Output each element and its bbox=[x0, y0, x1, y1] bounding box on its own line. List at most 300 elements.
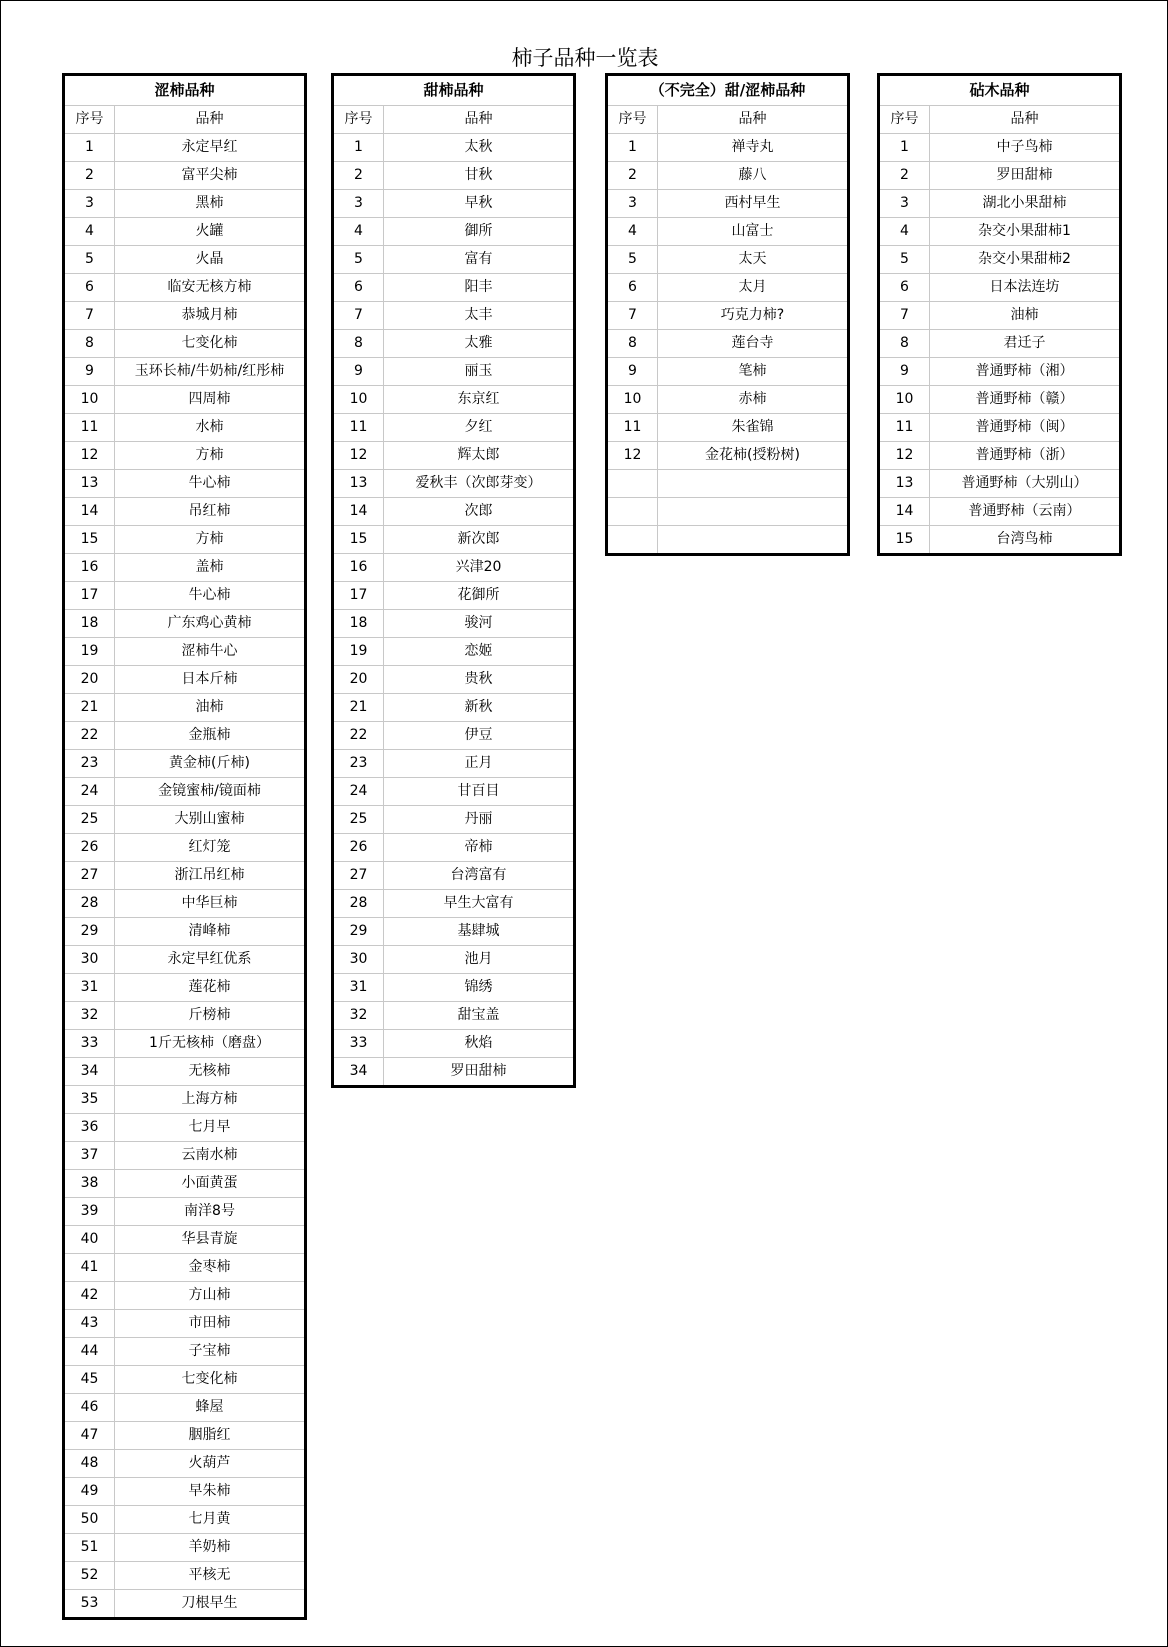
row-number: 6 bbox=[64, 274, 115, 302]
table-row bbox=[64, 1170, 306, 1198]
variety-name: 恋姬 bbox=[384, 638, 575, 666]
table-row bbox=[64, 218, 306, 246]
col-header-number: 序号 bbox=[64, 106, 115, 134]
row-number: 7 bbox=[64, 302, 115, 330]
table-row bbox=[64, 1394, 306, 1422]
row-number: 12 bbox=[607, 442, 658, 470]
variety-name: 阳丰 bbox=[384, 274, 575, 302]
table-row bbox=[64, 862, 306, 890]
variety-name: 油柿 bbox=[115, 694, 306, 722]
row-number: 11 bbox=[879, 414, 930, 442]
variety-name: 莲花柿 bbox=[115, 974, 306, 1002]
row-number: 32 bbox=[333, 1002, 384, 1030]
variety-name: 山富士 bbox=[658, 218, 849, 246]
variety-name: 东京红 bbox=[384, 386, 575, 414]
table-row bbox=[607, 358, 849, 386]
row-number: 8 bbox=[64, 330, 115, 358]
table-row bbox=[607, 190, 849, 218]
variety-name: 方柿 bbox=[115, 526, 306, 554]
table-row bbox=[333, 526, 575, 554]
variety-name: 富平尖柿 bbox=[115, 162, 306, 190]
table-row bbox=[64, 1478, 306, 1506]
row-number: 15 bbox=[879, 526, 930, 555]
row-number: 33 bbox=[333, 1030, 384, 1058]
table-row bbox=[333, 778, 575, 806]
table-row bbox=[333, 582, 575, 610]
row-number: 21 bbox=[333, 694, 384, 722]
variety-name: 莲台寺 bbox=[658, 330, 849, 358]
table-row bbox=[333, 274, 575, 302]
table-row bbox=[64, 274, 306, 302]
row-number: 8 bbox=[607, 330, 658, 358]
variety-name: 上海方柿 bbox=[115, 1086, 306, 1114]
table-row bbox=[64, 190, 306, 218]
row-number: 13 bbox=[879, 470, 930, 498]
row-number: 25 bbox=[333, 806, 384, 834]
table-row bbox=[64, 1310, 306, 1338]
row-number: 7 bbox=[333, 302, 384, 330]
table-row bbox=[64, 1254, 306, 1282]
variety-name: 台湾富有 bbox=[384, 862, 575, 890]
table-row bbox=[879, 498, 1121, 526]
table-row bbox=[607, 134, 849, 162]
row-number: 28 bbox=[64, 890, 115, 918]
row-number: 11 bbox=[64, 414, 115, 442]
table-row bbox=[879, 134, 1121, 162]
variety-name: 吊红柿 bbox=[115, 498, 306, 526]
row-number: 5 bbox=[879, 246, 930, 274]
variety-name: 基肆城 bbox=[384, 918, 575, 946]
variety-name: 小面黄蛋 bbox=[115, 1170, 306, 1198]
row-number: 9 bbox=[64, 358, 115, 386]
row-number: 23 bbox=[333, 750, 384, 778]
row-number: 12 bbox=[333, 442, 384, 470]
row-number: 4 bbox=[64, 218, 115, 246]
row-number: 4 bbox=[333, 218, 384, 246]
table-row bbox=[607, 246, 849, 274]
table-row bbox=[64, 1058, 306, 1086]
table-row bbox=[64, 890, 306, 918]
row-number: 3 bbox=[64, 190, 115, 218]
table-row bbox=[64, 1086, 306, 1114]
table-row bbox=[64, 1562, 306, 1590]
variety-name: 七变化柿 bbox=[115, 1366, 306, 1394]
variety-name: 南洋8号 bbox=[115, 1198, 306, 1226]
variety-name: 临安无核方柿 bbox=[115, 274, 306, 302]
table-row bbox=[64, 1030, 306, 1058]
table-row bbox=[879, 470, 1121, 498]
table-row bbox=[64, 246, 306, 274]
variety-name: 笔柿 bbox=[658, 358, 849, 386]
row-number: 31 bbox=[64, 974, 115, 1002]
table-row bbox=[64, 302, 306, 330]
sweet-varieties-table bbox=[331, 73, 576, 1088]
row-number: 6 bbox=[607, 274, 658, 302]
variety-name: 太雅 bbox=[384, 330, 575, 358]
row-number: 51 bbox=[64, 1534, 115, 1562]
row-number: 9 bbox=[607, 358, 658, 386]
table-row bbox=[333, 190, 575, 218]
table-row bbox=[879, 302, 1121, 330]
variety-name: 大别山蜜柿 bbox=[115, 806, 306, 834]
variety-name: 甘秋 bbox=[384, 162, 575, 190]
row-number: 11 bbox=[607, 414, 658, 442]
variety-name: 辉太郎 bbox=[384, 442, 575, 470]
table-row bbox=[333, 834, 575, 862]
row-number: 50 bbox=[64, 1506, 115, 1534]
row-number: 2 bbox=[879, 162, 930, 190]
table-title: （不完全）甜/涩柿品种 bbox=[607, 75, 849, 106]
variety-name: 羊奶柿 bbox=[115, 1534, 306, 1562]
table-row bbox=[64, 1198, 306, 1226]
variety-name: 秋焰 bbox=[384, 1030, 575, 1058]
variety-name: 盖柿 bbox=[115, 554, 306, 582]
variety-name: 火罐 bbox=[115, 218, 306, 246]
row-number: 9 bbox=[333, 358, 384, 386]
variety-name: 中子鸟柿 bbox=[930, 134, 1121, 162]
variety-name: 夕红 bbox=[384, 414, 575, 442]
variety-name: 胭脂红 bbox=[115, 1422, 306, 1450]
row-number: 53 bbox=[64, 1590, 115, 1619]
row-number: 30 bbox=[64, 946, 115, 974]
variety-name bbox=[658, 498, 849, 526]
table-row bbox=[333, 498, 575, 526]
variety-name: 罗田甜柿 bbox=[384, 1058, 575, 1087]
row-number: 5 bbox=[64, 246, 115, 274]
table-row bbox=[333, 806, 575, 834]
variety-name: 锦绣 bbox=[384, 974, 575, 1002]
table-row bbox=[64, 442, 306, 470]
variety-name: 花御所 bbox=[384, 582, 575, 610]
row-number: 3 bbox=[607, 190, 658, 218]
table-row bbox=[64, 778, 306, 806]
table-row bbox=[64, 722, 306, 750]
variety-name: 帝柿 bbox=[384, 834, 575, 862]
variety-name: 火晶 bbox=[115, 246, 306, 274]
variety-name: 普通野柿（大别山） bbox=[930, 470, 1121, 498]
row-number: 34 bbox=[64, 1058, 115, 1086]
row-number: 1 bbox=[879, 134, 930, 162]
table-row bbox=[333, 330, 575, 358]
table-row bbox=[333, 246, 575, 274]
variety-name: 七月黄 bbox=[115, 1506, 306, 1534]
table-row bbox=[333, 386, 575, 414]
table-row bbox=[64, 1422, 306, 1450]
table-row bbox=[64, 806, 306, 834]
row-number: 40 bbox=[64, 1226, 115, 1254]
table-row bbox=[64, 1002, 306, 1030]
variety-name: 黑柿 bbox=[115, 190, 306, 218]
variety-name: 平核无 bbox=[115, 1562, 306, 1590]
variety-name: 新次郎 bbox=[384, 526, 575, 554]
table-row bbox=[333, 666, 575, 694]
row-number: 15 bbox=[333, 526, 384, 554]
variety-name: 日本法连坊 bbox=[930, 274, 1121, 302]
table-row bbox=[879, 358, 1121, 386]
variety-name: 新秋 bbox=[384, 694, 575, 722]
variety-name: 火葫芦 bbox=[115, 1450, 306, 1478]
variety-name: 牛心柿 bbox=[115, 582, 306, 610]
variety-name: 甘百目 bbox=[384, 778, 575, 806]
variety-name: 刀根早生 bbox=[115, 1590, 306, 1619]
table-row bbox=[333, 750, 575, 778]
variety-name bbox=[658, 526, 849, 555]
table-row bbox=[879, 414, 1121, 442]
table-row bbox=[879, 274, 1121, 302]
variety-name: 蜂屋 bbox=[115, 1394, 306, 1422]
table-row bbox=[333, 862, 575, 890]
variety-name: 市田柿 bbox=[115, 1310, 306, 1338]
table-row bbox=[64, 1114, 306, 1142]
variety-name: 黄金柿(斤柿) bbox=[115, 750, 306, 778]
table-row bbox=[607, 274, 849, 302]
row-number: 8 bbox=[879, 330, 930, 358]
row-number: 5 bbox=[333, 246, 384, 274]
variety-name: 清峰柿 bbox=[115, 918, 306, 946]
variety-name: 华县青旋 bbox=[115, 1226, 306, 1254]
row-number: 39 bbox=[64, 1198, 115, 1226]
variety-name: 君迁子 bbox=[930, 330, 1121, 358]
table-row bbox=[64, 1142, 306, 1170]
row-number: 2 bbox=[333, 162, 384, 190]
variety-name: 太月 bbox=[658, 274, 849, 302]
row-number: 23 bbox=[64, 750, 115, 778]
page-title: 柿子品种一览表 bbox=[511, 46, 659, 70]
row-number: 27 bbox=[64, 862, 115, 890]
row-number: 17 bbox=[333, 582, 384, 610]
row-number: 2 bbox=[64, 162, 115, 190]
row-number: 28 bbox=[333, 890, 384, 918]
table-row bbox=[64, 554, 306, 582]
table-row bbox=[64, 750, 306, 778]
row-number: 22 bbox=[64, 722, 115, 750]
variety-name: 中华巨柿 bbox=[115, 890, 306, 918]
row-number: 30 bbox=[333, 946, 384, 974]
table-row bbox=[64, 1590, 306, 1619]
row-number: 10 bbox=[879, 386, 930, 414]
table-row bbox=[879, 442, 1121, 470]
table-row bbox=[607, 414, 849, 442]
col-header-number: 序号 bbox=[879, 106, 930, 134]
row-number: 33 bbox=[64, 1030, 115, 1058]
row-number: 41 bbox=[64, 1254, 115, 1282]
table-row bbox=[333, 302, 575, 330]
table-row bbox=[64, 414, 306, 442]
table-row bbox=[333, 638, 575, 666]
table-row bbox=[333, 554, 575, 582]
table-row bbox=[607, 470, 849, 498]
table-row bbox=[607, 302, 849, 330]
table-title: 甜柿品种 bbox=[333, 75, 575, 106]
variety-name: 正月 bbox=[384, 750, 575, 778]
variety-name: 丹丽 bbox=[384, 806, 575, 834]
col-header-variety: 品种 bbox=[384, 106, 575, 134]
variety-name: 早朱柿 bbox=[115, 1478, 306, 1506]
row-number: 52 bbox=[64, 1562, 115, 1590]
row-number bbox=[607, 526, 658, 555]
row-number: 35 bbox=[64, 1086, 115, 1114]
table-row bbox=[879, 218, 1121, 246]
row-number: 24 bbox=[333, 778, 384, 806]
table-row bbox=[333, 890, 575, 918]
table-row bbox=[607, 330, 849, 358]
table-row bbox=[64, 1534, 306, 1562]
table-row bbox=[64, 834, 306, 862]
variety-name: 普通野柿（云南） bbox=[930, 498, 1121, 526]
variety-name: 金瓶柿 bbox=[115, 722, 306, 750]
table-body bbox=[879, 134, 1121, 555]
table-row bbox=[333, 946, 575, 974]
variety-name: 贵秋 bbox=[384, 666, 575, 694]
table-row bbox=[64, 358, 306, 386]
row-number: 19 bbox=[333, 638, 384, 666]
table-row bbox=[64, 498, 306, 526]
row-number: 38 bbox=[64, 1170, 115, 1198]
row-number: 6 bbox=[879, 274, 930, 302]
table-body bbox=[607, 134, 849, 555]
table-row bbox=[64, 470, 306, 498]
row-number: 9 bbox=[879, 358, 930, 386]
table-row bbox=[64, 1450, 306, 1478]
table-row bbox=[879, 246, 1121, 274]
variety-name: 涩柿牛心 bbox=[115, 638, 306, 666]
table-row bbox=[64, 582, 306, 610]
table-row bbox=[607, 162, 849, 190]
row-number: 46 bbox=[64, 1394, 115, 1422]
variety-name: 水柿 bbox=[115, 414, 306, 442]
variety-name: 牛心柿 bbox=[115, 470, 306, 498]
row-number: 32 bbox=[64, 1002, 115, 1030]
row-number bbox=[607, 470, 658, 498]
row-number: 47 bbox=[64, 1422, 115, 1450]
variety-name: 西村早生 bbox=[658, 190, 849, 218]
variety-name: 赤柿 bbox=[658, 386, 849, 414]
partial-sweet-astringent-table bbox=[605, 73, 850, 556]
row-number: 20 bbox=[333, 666, 384, 694]
variety-name: 金枣柿 bbox=[115, 1254, 306, 1282]
row-number: 49 bbox=[64, 1478, 115, 1506]
variety-name: 太丰 bbox=[384, 302, 575, 330]
row-number: 26 bbox=[333, 834, 384, 862]
variety-name: 普通野柿（浙） bbox=[930, 442, 1121, 470]
table-row bbox=[879, 162, 1121, 190]
variety-name: 方柿 bbox=[115, 442, 306, 470]
variety-name: 永定早红 bbox=[115, 134, 306, 162]
row-number: 31 bbox=[333, 974, 384, 1002]
col-header-number: 序号 bbox=[333, 106, 384, 134]
variety-name: 太秋 bbox=[384, 134, 575, 162]
row-number: 7 bbox=[879, 302, 930, 330]
table-row bbox=[333, 1058, 575, 1087]
variety-name: 广东鸡心黄柿 bbox=[115, 610, 306, 638]
variety-name: 云南水柿 bbox=[115, 1142, 306, 1170]
variety-name: 红灯笼 bbox=[115, 834, 306, 862]
variety-name: 杂交小果甜柿1 bbox=[930, 218, 1121, 246]
table-row bbox=[333, 442, 575, 470]
variety-name: 甜宝盖 bbox=[384, 1002, 575, 1030]
row-number: 34 bbox=[333, 1058, 384, 1087]
variety-name: 七月早 bbox=[115, 1114, 306, 1142]
variety-name: 斤榜柿 bbox=[115, 1002, 306, 1030]
row-number: 15 bbox=[64, 526, 115, 554]
variety-name: 浙江吊红柿 bbox=[115, 862, 306, 890]
row-number: 20 bbox=[64, 666, 115, 694]
row-number bbox=[607, 498, 658, 526]
variety-name: 方山柿 bbox=[115, 1282, 306, 1310]
table-row bbox=[64, 1366, 306, 1394]
table-row bbox=[64, 694, 306, 722]
row-number: 29 bbox=[64, 918, 115, 946]
row-number: 18 bbox=[333, 610, 384, 638]
variety-name: 1斤无核柿（磨盘） bbox=[115, 1030, 306, 1058]
table-row bbox=[64, 974, 306, 1002]
row-number: 8 bbox=[333, 330, 384, 358]
row-number: 10 bbox=[607, 386, 658, 414]
row-number: 29 bbox=[333, 918, 384, 946]
row-number: 14 bbox=[333, 498, 384, 526]
row-number: 7 bbox=[607, 302, 658, 330]
row-number: 4 bbox=[879, 218, 930, 246]
table-row bbox=[607, 218, 849, 246]
row-number: 3 bbox=[333, 190, 384, 218]
row-number: 44 bbox=[64, 1338, 115, 1366]
variety-name: 丽玉 bbox=[384, 358, 575, 386]
table-row bbox=[333, 974, 575, 1002]
table-row bbox=[333, 218, 575, 246]
variety-name: 次郎 bbox=[384, 498, 575, 526]
table-row bbox=[333, 722, 575, 750]
table-row bbox=[333, 1030, 575, 1058]
row-number: 12 bbox=[64, 442, 115, 470]
table-row bbox=[333, 694, 575, 722]
col-header-number: 序号 bbox=[607, 106, 658, 134]
row-number: 37 bbox=[64, 1142, 115, 1170]
row-number: 1 bbox=[333, 134, 384, 162]
row-number: 45 bbox=[64, 1366, 115, 1394]
table-body bbox=[333, 134, 575, 1087]
table-row bbox=[64, 666, 306, 694]
variety-name: 永定早红优系 bbox=[115, 946, 306, 974]
table-row bbox=[607, 498, 849, 526]
row-number: 10 bbox=[64, 386, 115, 414]
table-row bbox=[607, 442, 849, 470]
table-row bbox=[333, 162, 575, 190]
table-row bbox=[64, 1226, 306, 1254]
variety-name: 朱雀锦 bbox=[658, 414, 849, 442]
row-number: 4 bbox=[607, 218, 658, 246]
row-number: 3 bbox=[879, 190, 930, 218]
table-row bbox=[64, 386, 306, 414]
row-number: 11 bbox=[333, 414, 384, 442]
row-number: 17 bbox=[64, 582, 115, 610]
row-number: 1 bbox=[607, 134, 658, 162]
astringent-varieties-table bbox=[62, 73, 307, 1620]
table-row bbox=[333, 414, 575, 442]
row-number: 1 bbox=[64, 134, 115, 162]
row-number: 19 bbox=[64, 638, 115, 666]
variety-name: 恭城月柿 bbox=[115, 302, 306, 330]
row-number: 12 bbox=[879, 442, 930, 470]
rootstock-varieties-table bbox=[877, 73, 1122, 556]
table-row bbox=[333, 358, 575, 386]
row-number: 27 bbox=[333, 862, 384, 890]
table-row bbox=[64, 946, 306, 974]
variety-name: 日本斤柿 bbox=[115, 666, 306, 694]
table-row bbox=[64, 526, 306, 554]
variety-name: 禅寺丸 bbox=[658, 134, 849, 162]
variety-name: 伊豆 bbox=[384, 722, 575, 750]
table-title: 涩柿品种 bbox=[64, 75, 306, 106]
